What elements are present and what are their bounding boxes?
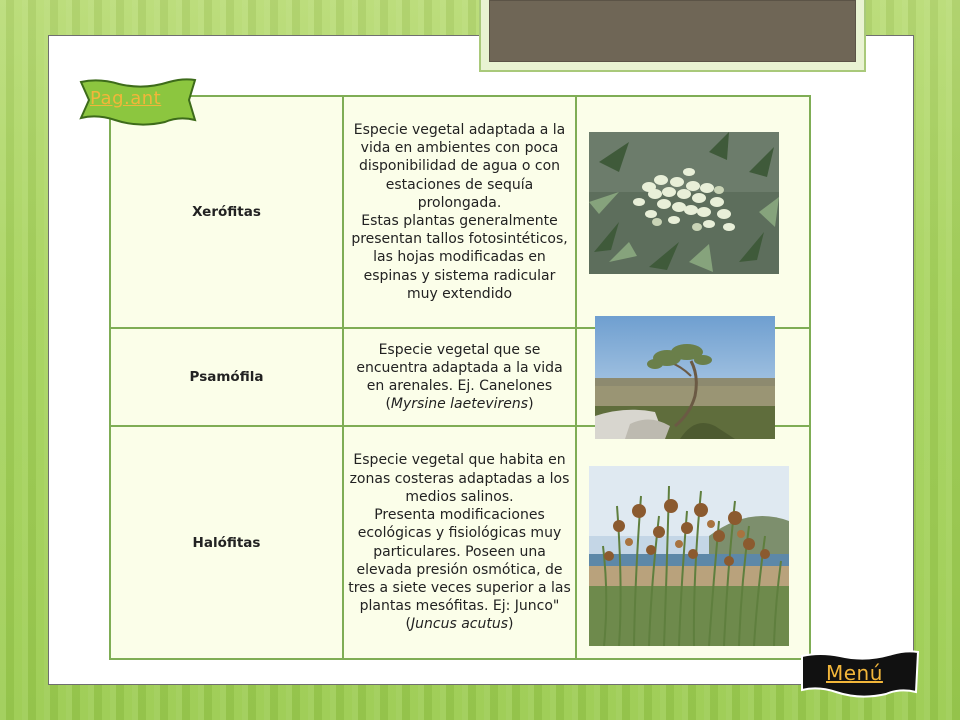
table-row-xerofitas xyxy=(110,96,810,328)
species-name: Myrsine laetevirens xyxy=(390,396,529,413)
plant-image-cell xyxy=(576,96,810,328)
rush-plants-photo xyxy=(589,466,789,646)
description-paragraph: Especie vegetal que habita en zonas costeras adaptadas a los medios salinos. xyxy=(349,452,570,505)
tree-on-hill-photo xyxy=(595,316,775,439)
plant-name: Xerófitas xyxy=(110,96,343,328)
spiny-shrub-photo xyxy=(589,132,779,274)
plant-image-cell xyxy=(576,328,810,426)
plant-description xyxy=(343,426,576,659)
header-picture xyxy=(489,0,856,62)
table-row-halofitas xyxy=(110,426,810,659)
description-text-end: ) xyxy=(508,616,514,633)
previous-page-label[interactable]: Pag.ant xyxy=(90,88,162,109)
plant-types-table xyxy=(109,95,811,660)
menu-label[interactable]: Menú xyxy=(826,661,883,685)
plant-description xyxy=(343,328,576,426)
plant-image-cell xyxy=(576,426,810,659)
table-row-psamofila xyxy=(110,328,810,426)
description-text: Presenta modificaciones ecológicas y fisiológicas muy particulares. Poseen una elevada presión osmótica, de tres a siete veces superior a las plantas mesófitas. Ej: Junco" ( xyxy=(348,507,571,633)
previous-page-button[interactable] xyxy=(79,76,197,128)
description-paragraph: Estas plantas generalmente presentan tallos fotosintéticos, las hojas modificadas en espinas y sistema radicular muy extendido xyxy=(351,213,568,302)
plant-description xyxy=(343,96,576,328)
species-name: Juncus acutus xyxy=(411,616,508,633)
description-text-end: ) xyxy=(528,396,534,413)
plant-name: Halófitas xyxy=(110,426,343,659)
description-text: Especie vegetal que se encuentra adaptada a la vida en arenales. Ej. Canelones ( xyxy=(356,341,563,413)
menu-button[interactable] xyxy=(800,650,920,700)
description-paragraph xyxy=(348,506,571,633)
header-picture-frame xyxy=(479,0,866,72)
description-paragraph: Especie vegetal adaptada a la vida en ambientes con poca disponibilidad de agua o con estaciones de sequía prolongada. xyxy=(353,121,566,211)
plant-name: Psamófila xyxy=(110,328,343,426)
